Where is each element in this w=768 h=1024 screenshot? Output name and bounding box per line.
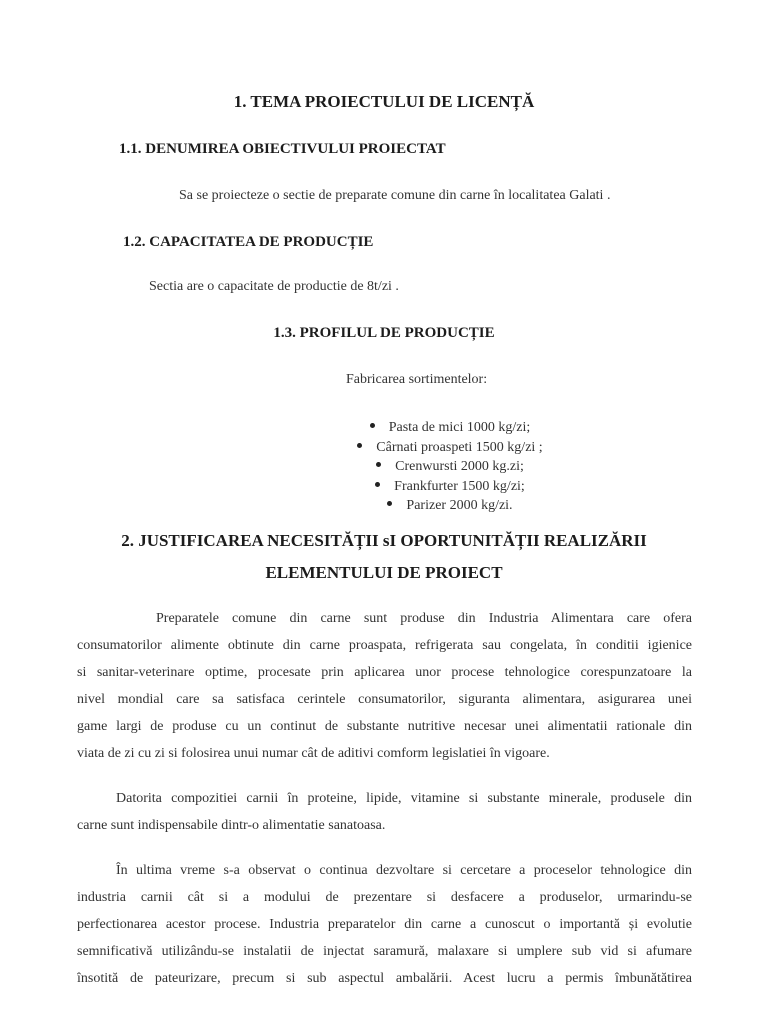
list-item: Parizer 2000 kg/zi. xyxy=(0,496,768,516)
section-1-title: 1. TEMA PROIECTULUI DE LICENȚĂ xyxy=(233,92,535,111)
subsection-1-2-title: 1.2. CAPACITATEA DE PRODUCȚIE xyxy=(123,234,374,250)
bullet-icon xyxy=(370,423,375,428)
subsection-1-1-text: Sa se proiecteze o sectie de preparate comune din carne în localitatea Galati . xyxy=(179,188,611,203)
products-list xyxy=(0,418,768,516)
section-2-title-line2: ELEMENTULUI DE PROIECT xyxy=(265,563,503,582)
products-intro: Fabricarea sortimentelor: xyxy=(346,372,488,387)
paragraph-3: În ultima vreme s-a observat o continua dezvoltare si cercetare a proceselor tehnologice din industria carnii cât si a modului de prezentare si desfacere a produselor, urmarindu-se perfectionarea acestor procese. Industria preparatelor din carne a cunoscut o importantă și evolutie semnificativă utilizându-se instalatii de injectat saramură, malaxare si umplere sub vid si afumare însotită de pateurizare, precum si sub aspectul ambalării. Acest lucru a permis îmbunătătirea xyxy=(77,863,692,986)
paragraph-1: Preparatele comune din carne sunt produse din Industria Alimentara care ofera consumatorilor alimente obtinute din carne proaspata, refrigerata sau congelata, în conditii igienice si sanitar-veterinare optime, procesate prin aplicarea unor procese tehnologice corespunzatoare la nivel mondial care sa satisfaca cerintele consumatorilor, siguranta alimentara, asigurarea unei game largi de produse cu un continut de substante nutritive necesar unei alimentatii rationale din viata de zi cu zi si folosirea unui numar cât de aditivi comform legislatiei în vigoare. xyxy=(77,611,692,761)
list-item: Frankfurter 1500 kg/zi; xyxy=(0,477,768,497)
section-2-title-line1: 2. JUSTIFICAREA NECESITĂȚII sI OPORTUNITĂȚII REALIZĂRII xyxy=(121,531,647,550)
bullet-icon xyxy=(375,482,380,487)
subsection-1-2-text: Sectia are o capacitate de productie de 8t/zi . xyxy=(149,279,399,294)
list-item: Pasta de mici 1000 kg/zi; xyxy=(0,418,768,438)
paragraph-2: Datorita compozitiei carnii în proteine, lipide, vitamine si substante minerale, produsele din carne sunt indispensabile dintr-o alimentatie sanatoasa. xyxy=(77,791,692,833)
bullet-icon xyxy=(387,501,392,506)
subsection-1-1-title: 1.1. DENUMIREA OBIECTIVULUI PROIECTAT xyxy=(119,141,446,157)
subsection-1-3-title: 1.3. PROFILUL DE PRODUCȚIE xyxy=(273,325,495,341)
list-item: Cârnati proaspeti 1500 kg/zi ; xyxy=(0,438,768,458)
bullet-icon xyxy=(376,462,381,467)
bullet-icon xyxy=(357,443,362,448)
list-item: Crenwursti 2000 kg.zi; xyxy=(0,457,768,477)
